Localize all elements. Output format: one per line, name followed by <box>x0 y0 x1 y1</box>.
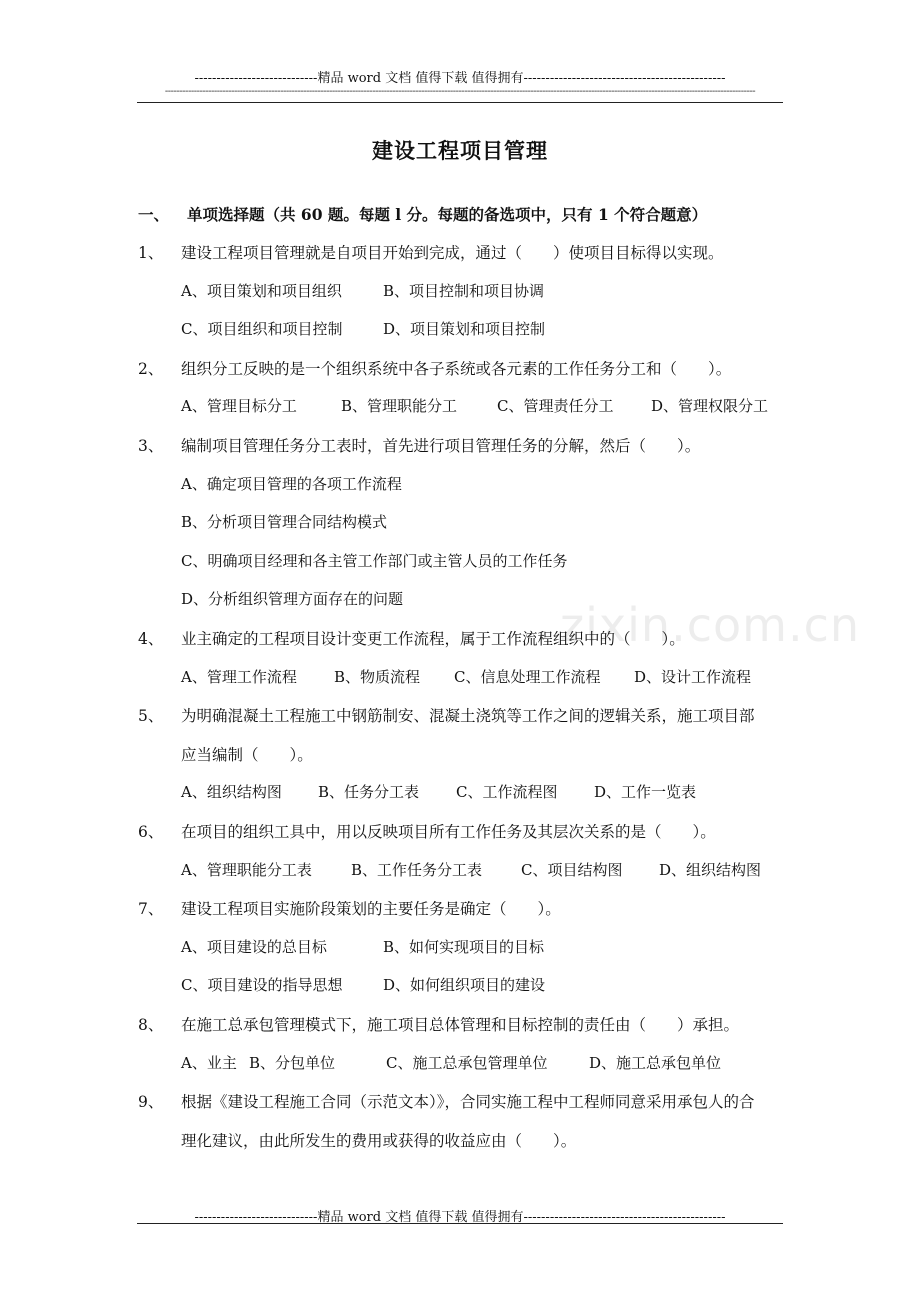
question-text: 编制项目管理任务分工表时，首先进行项目管理任务的分解，然后（ ）。 <box>181 437 701 455</box>
question-text: 建设工程项目管理就是自项目开始到完成，通过（ ）使项目目标得以实现。 <box>181 244 724 262</box>
question-text: 组织分工反映的是一个组织系统中各子系统或各元素的工作任务分工和（ ）。 <box>181 359 732 378</box>
answer-option: B、物质流程 <box>334 667 421 686</box>
question-text: 为明确混凝土工程施工中钢筋制安、混凝土浇筑等工作之间的逻辑关系，施工项目部 <box>181 707 755 726</box>
answer-option: B、项目控制和项目协调 <box>383 281 545 300</box>
answer-option: C、项目建设的指导思想 <box>181 976 343 995</box>
question-text: 在施工总承包管理模式下，施工项目总体管理和目标控制的责任由（ ）承担。 <box>181 1016 740 1034</box>
answer-option: B、工作任务分工表 <box>351 860 483 879</box>
watermark: zixin.com.cn <box>560 598 861 652</box>
answer-option: C、项目结构图 <box>521 860 623 879</box>
question-text: 建设工程项目实施阶段策划的主要任务是确定（ ）。 <box>181 900 561 919</box>
answer-option: B、如何实现项目的目标 <box>383 937 545 956</box>
question-text: 在项目的组织工具中，用以反映项目所有工作任务及其层次关系的是（ ）。 <box>181 823 716 841</box>
answer-option: A、项目建设的总目标 <box>181 937 327 956</box>
question-number: 4、 <box>138 630 164 648</box>
answer-option: A、确定项目管理的各项工作流程 <box>181 474 402 493</box>
question-number: 3、 <box>138 437 164 455</box>
question-number: 9、 <box>138 1093 164 1112</box>
answer-option: C、明确项目经理和各主管工作部门或主管人员的工作任务 <box>181 551 568 570</box>
answer-option: C、工作流程图 <box>456 783 558 802</box>
page-header-text: ----------------------------精品 word 文档 值得下载 值得拥有---------------------------------------------- <box>194 71 726 86</box>
section-title: 单项选择题（共 60 题。每题 l 分。每题的备选项中，只有 1 个符合题意） <box>187 205 708 224</box>
answer-option: C、施工总承包管理单位 <box>386 1053 548 1072</box>
answer-option: D、设计工作流程 <box>634 667 752 686</box>
answer-option: A、管理工作流程 <box>181 667 297 686</box>
answer-option: D、管理权限分工 <box>651 397 769 416</box>
question-number: 1、 <box>138 244 164 262</box>
question-number: 7、 <box>138 900 164 919</box>
page-header-dashes: ------------------------------------------------------------------------------------------------------------------------------------------------------------------------------------------------------------- <box>164 86 756 97</box>
question-text: 业主确定的工程项目设计变更工作流程，属于工作流程组织中的（ ）。 <box>181 630 685 648</box>
question-text: 根据《建设工程施工合同（示范文本）》，合同实施工程中工程师同意采用承包人的合 <box>181 1093 755 1112</box>
answer-option: D、施工总承包单位 <box>589 1053 722 1072</box>
question-number: 6、 <box>138 823 164 841</box>
page-footer-text: ----------------------------精品 word 文档 值得下载 值得拥有---------------------------------------------- <box>194 1210 726 1225</box>
answer-option: C、项目组织和项目控制 <box>181 320 343 339</box>
question-number: 5、 <box>138 707 164 726</box>
answer-option: B、分析项目管理合同结构模式 <box>181 513 388 532</box>
question-number: 2、 <box>138 359 164 378</box>
answer-option: A、管理目标分工 <box>181 397 297 416</box>
answer-option: D、如何组织项目的建设 <box>383 976 546 995</box>
answer-option: A、业主 <box>181 1053 237 1072</box>
answer-option: D、项目策划和项目控制 <box>383 320 546 339</box>
answer-option: C、信息处理工作流程 <box>454 667 601 686</box>
answer-option: A、管理职能分工表 <box>181 860 312 879</box>
answer-option: B、分包单位 <box>249 1053 336 1072</box>
answer-option: D、分析组织管理方面存在的问题 <box>181 590 404 609</box>
document-title: 建设工程项目管理 <box>372 138 548 163</box>
answer-option: D、工作一览表 <box>594 783 697 802</box>
question-text: 理化建议，由此所发生的费用或获得的收益应由（ ）。 <box>181 1131 577 1150</box>
answer-option: A、项目策划和项目组织 <box>181 281 342 300</box>
section-number: 一、 <box>138 205 170 224</box>
answer-option: B、管理职能分工 <box>341 397 458 416</box>
question-number: 8、 <box>138 1016 164 1034</box>
answer-option: D、组织结构图 <box>659 860 762 879</box>
answer-option: B、任务分工表 <box>318 783 420 802</box>
answer-option: C、管理责任分工 <box>497 397 614 416</box>
section-heading <box>138 203 707 225</box>
header-rule <box>137 102 783 103</box>
answer-option: A、组织结构图 <box>181 783 282 802</box>
question-text: 应当编制（ ）。 <box>181 745 313 764</box>
